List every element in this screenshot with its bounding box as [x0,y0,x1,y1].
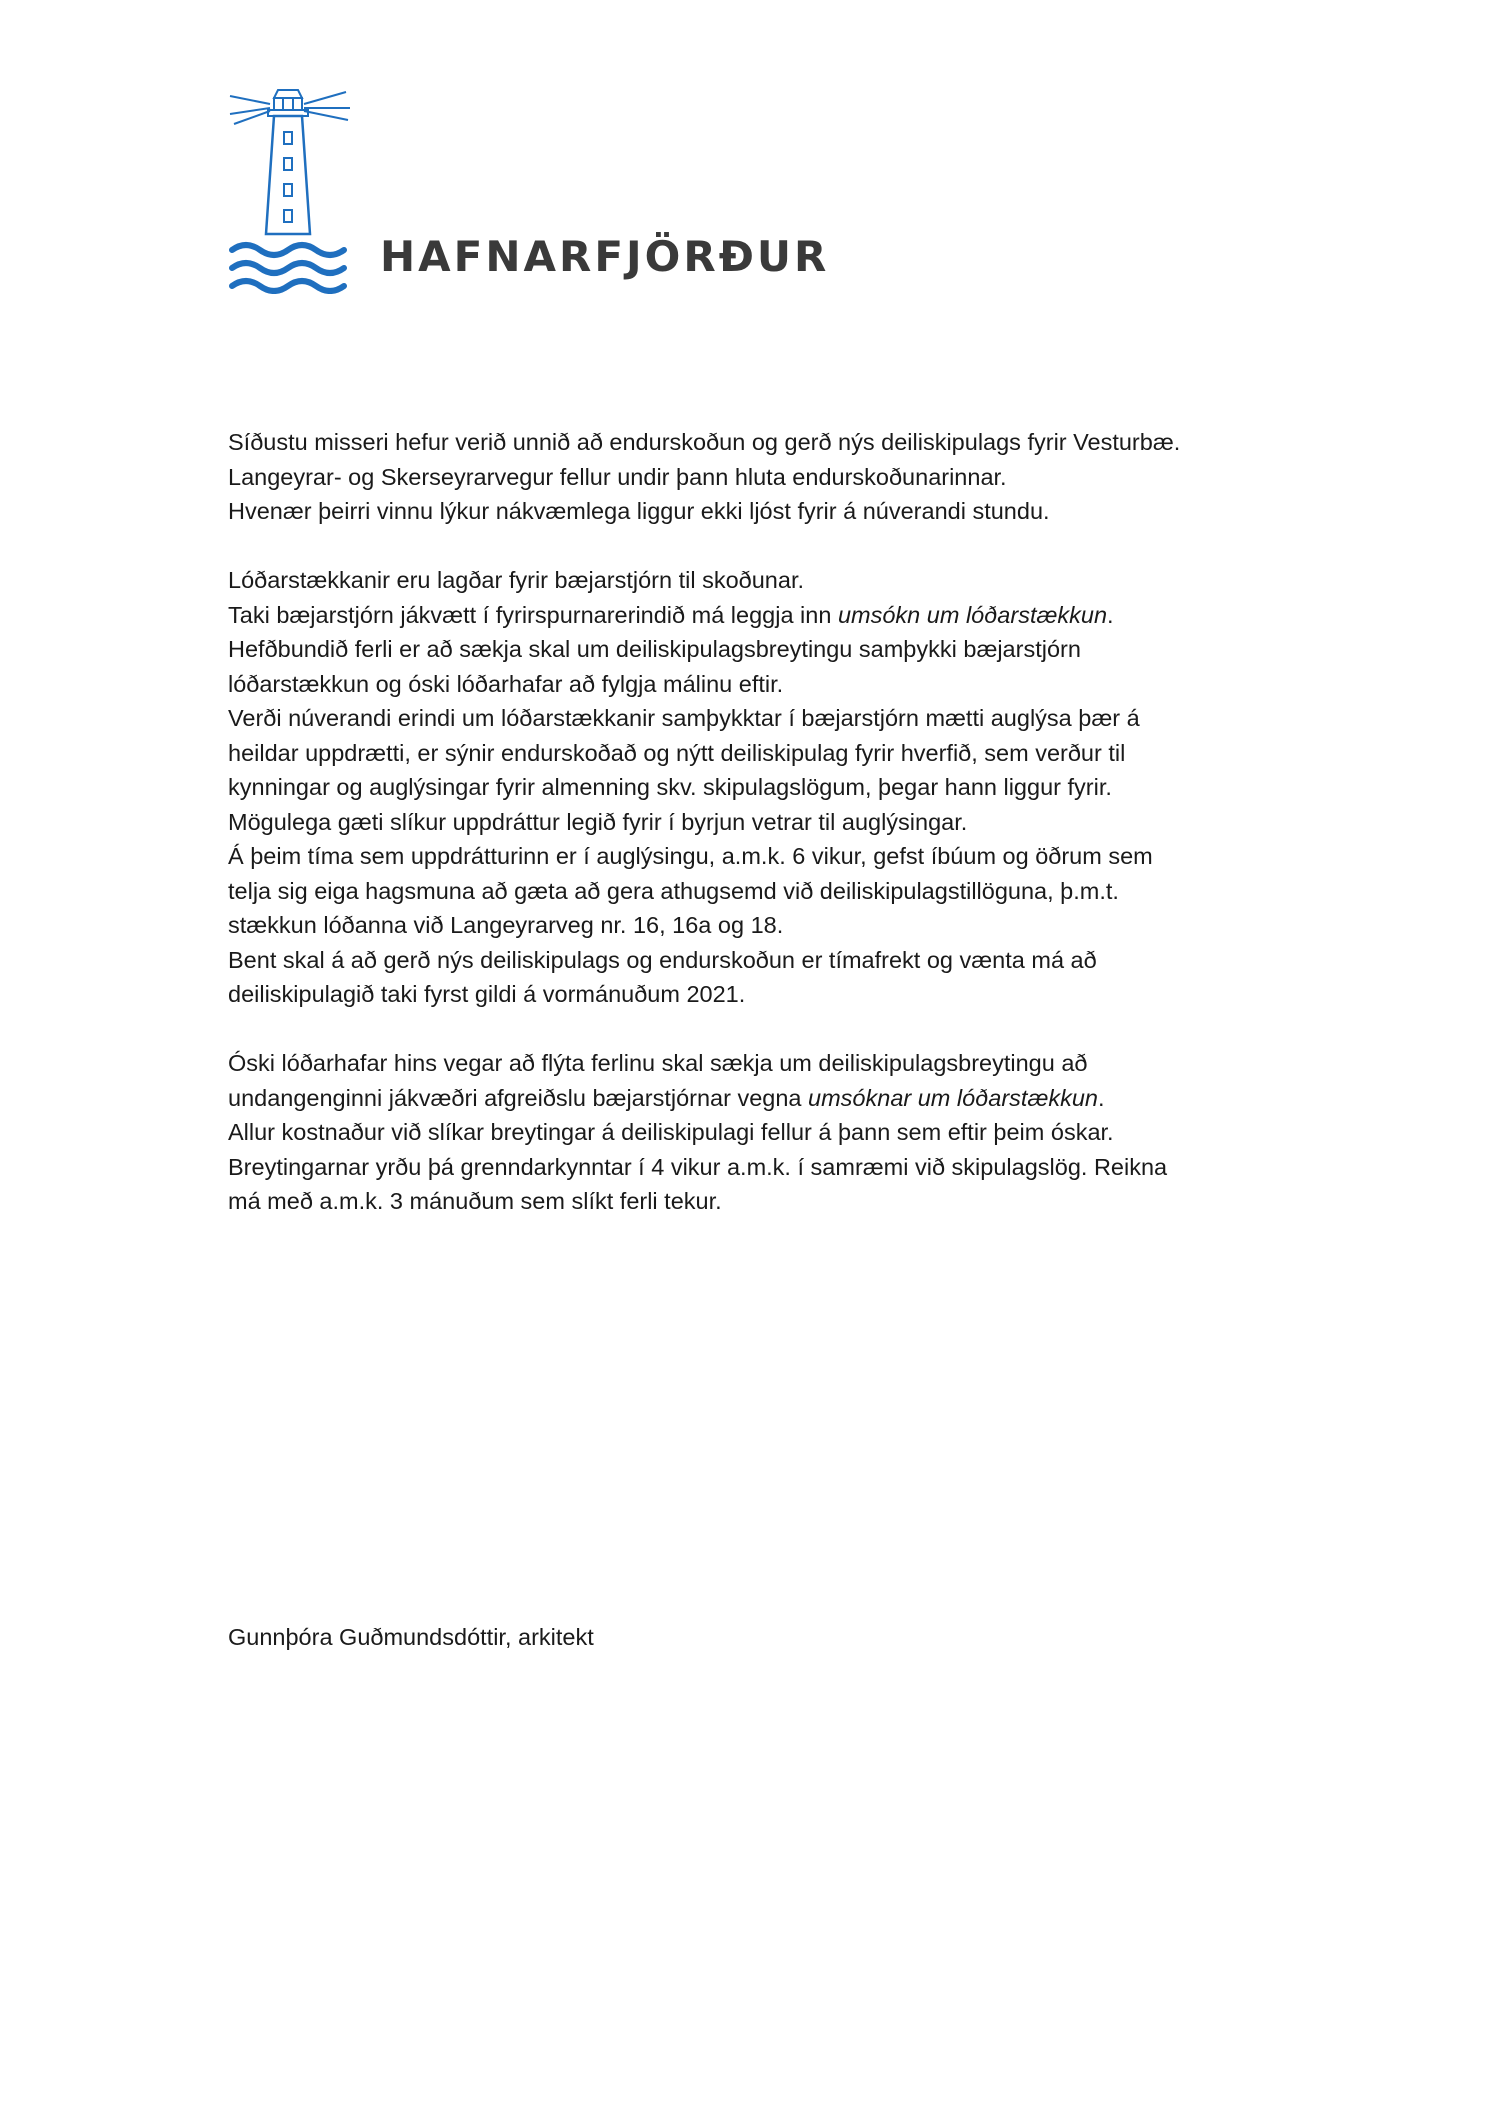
text-fragment: . [1097,1084,1105,1111]
text-fragment: undangenginni jákvæðri afgreiðslu bæjarstjórnar vegna [228,1084,809,1111]
text-line: má með a.m.k. 3 mánuðum sem slíkt ferli tekur. [228,1188,722,1214]
text-line: Verði núverandi erindi um lóðarstækkanir samþykktar í bæjarstjórn mætti auglýsa þær á [228,705,1140,731]
text-line: Hefðbundið ferli er að sækja skal um deiliskipulagsbreytingu samþykki bæjarstjórn [228,636,1081,662]
text-fragment: . [1107,601,1114,628]
paragraph-1 [228,425,1308,529]
text-fragment: Taki bæjarstjórn jákvætt í fyrirspurnarerindið má leggja inn [228,601,838,628]
text-line: Allur kostnaður við slíkar breytingar á deiliskipulagi fellur á þann sem eftir þeim óskar. [228,1119,1114,1145]
text-line: stækkun lóðanna við Langeyrarveg nr. 16, 16a og 18. [228,912,784,938]
signature: Gunnþóra Guðmundsdóttir, arkitekt [228,1624,594,1650]
paragraph-2 [228,563,1308,1012]
text-line: Óski lóðarhafar hins vegar að flýta ferlinu skal sækja um deiliskipulagsbreytingu að [228,1050,1088,1076]
emphasized-term: umsókn um lóðarstækkun [837,601,1108,628]
letter-body [228,425,1308,1253]
text-line: Bent skal á að gerð nýs deiliskipulags og endurskoðun er tímafrekt og vænta má að [228,946,1097,973]
paragraph-3 [228,1046,1308,1219]
text-line: Breytingarnar yrðu þá grenndarkynntar í 4 vikur a.m.k. í samræmi við skipulagslög. Reikna [228,1153,1168,1180]
text-line: Hvenær þeirri vinnu lýkur nákvæmlega liggur ekki ljóst fyrir á núverandi stundu. [228,498,1050,524]
text-line: Mögulega gæti slíkur uppdráttur legið fyrir í byrjun vetrar til auglýsingar. [228,808,968,835]
text-line: Síðustu misseri hefur verið unnið að endurskoðun og gerð nýs deiliskipulags fyrir Vesturbæ. [228,429,1181,455]
text-line: Á þeim tíma sem uppdrátturinn er í auglýsingu, a.m.k. 6 vikur, gefst íbúum og öðrum sem [228,843,1153,869]
text-line: Lóðarstækkanir eru lagðar fyrir bæjarstjórn til skoðunar. [228,567,805,593]
emphasized-term: umsóknar um lóðarstækkun [808,1084,1098,1111]
text-line [228,1081,1308,1116]
text-line: deiliskipulagið taki fyrst gildi á vormánuðum 2021. [228,981,746,1007]
text-line: lóðarstækkun og óski lóðarhafar að fylgja málinu eftir. [228,670,784,697]
text-line: telja sig eiga hagsmuna að gæta að gera athugsemd við deiliskipulagstillöguna, þ.m.t. [228,877,1119,904]
hafnarfjordur-logo [228,84,848,294]
text-line: Langeyrar- og Skerseyrarvegur fellur undir þann hluta endurskoðunarinnar. [228,463,1007,490]
logo-wordmark: HAFNARFJÖRÐUR [380,232,830,281]
text-line: heildar uppdrætti, er sýnir endurskoðað og nýtt deiliskipulag fyrir hverfið, sem verður til [228,739,1126,766]
text-line: kynningar og auglýsingar fyrir almenning skv. skipulagslögum, þegar hann liggur fyrir. [228,774,1112,800]
text-line [228,598,1308,633]
lighthouse-icon [228,84,358,294]
